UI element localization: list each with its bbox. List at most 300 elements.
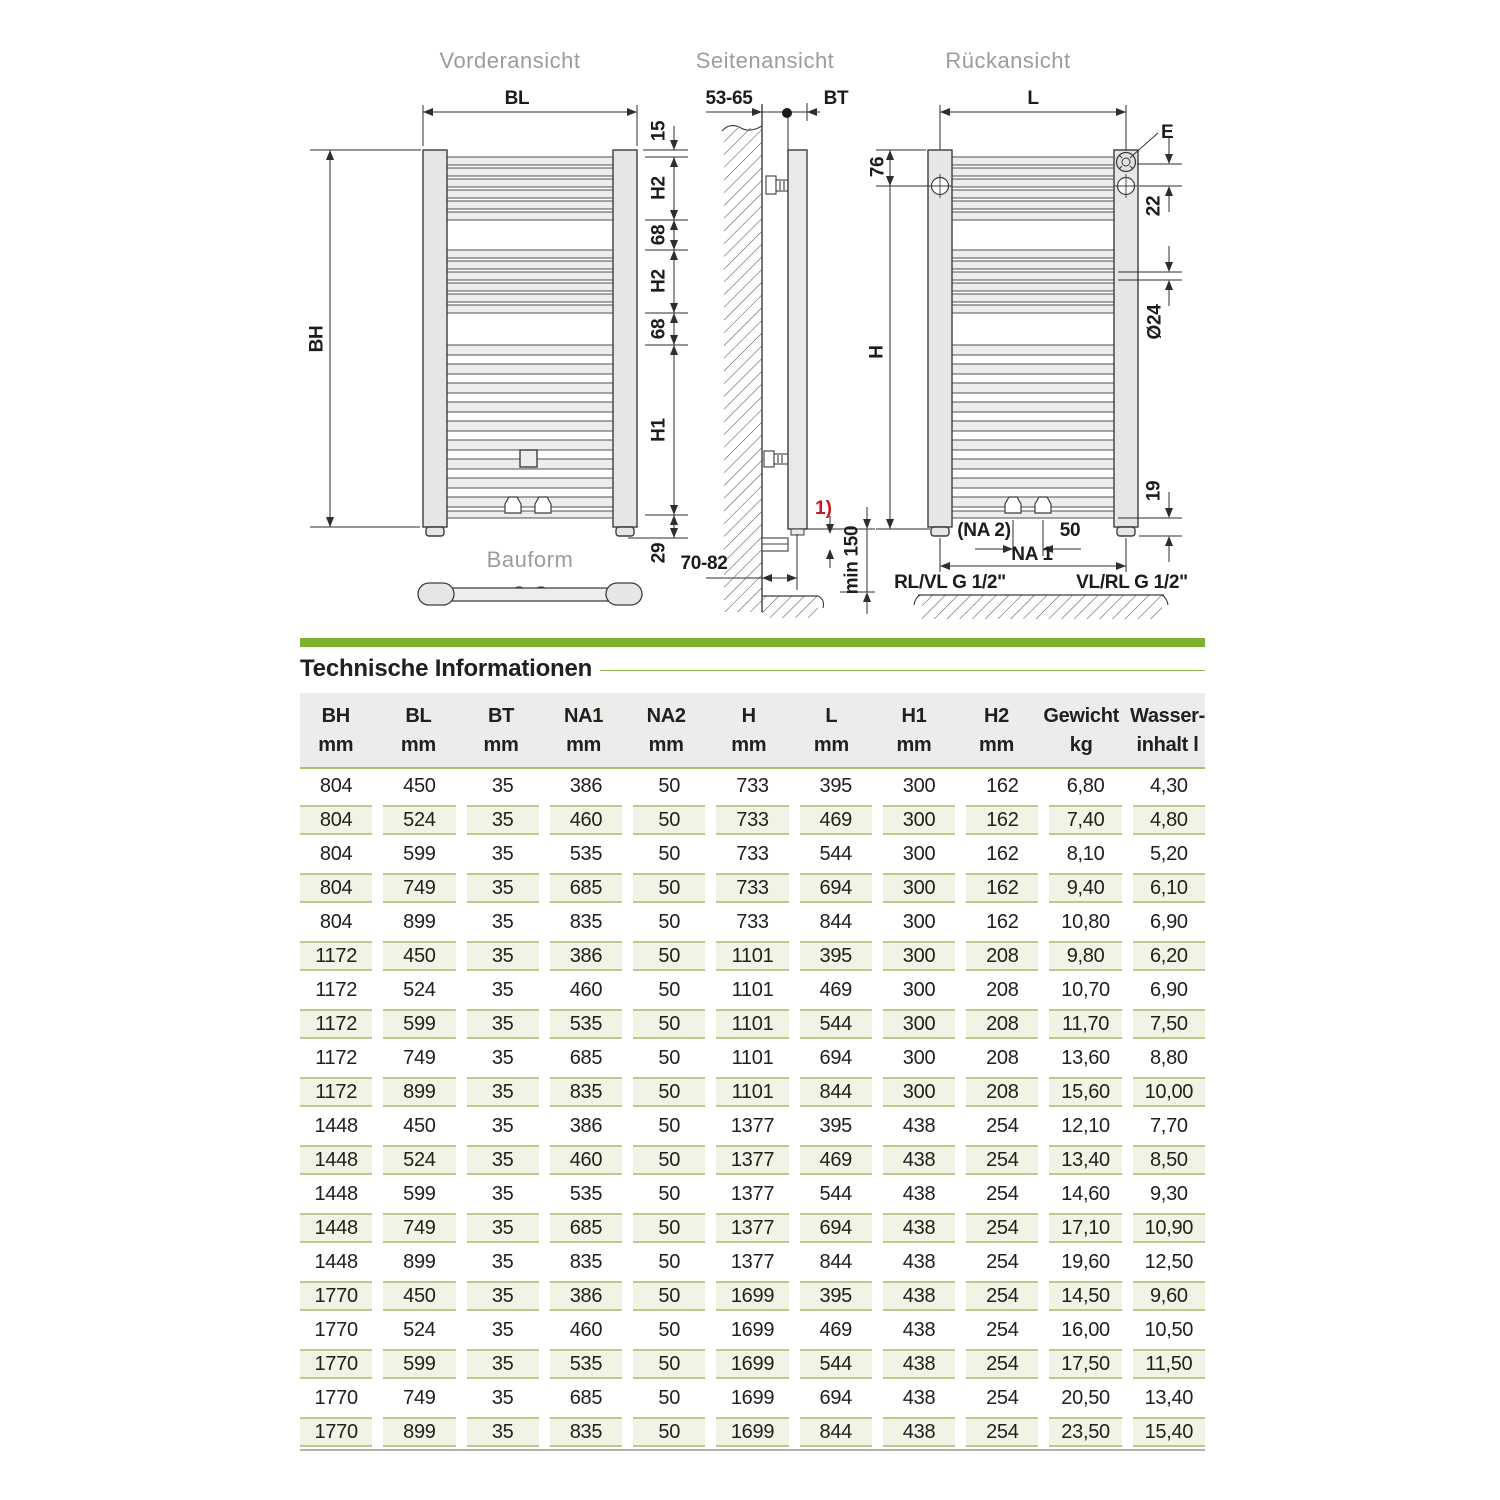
rear-dim-76-h [876, 150, 930, 529]
table-cell: 35 [467, 1009, 539, 1039]
table-cell: 386 [550, 941, 622, 971]
table-cell: 544 [800, 1009, 872, 1039]
table-cell: 460 [569, 978, 603, 1001]
table-cell: 35 [491, 1250, 514, 1273]
front-dim-68-lower-label: 68 [648, 318, 670, 340]
front-dim-15-label: 15 [648, 120, 670, 142]
side-dim-wall-label: 53-65 [705, 88, 753, 109]
rear-valve-right [1035, 497, 1051, 513]
table-cell: 50 [633, 1281, 705, 1311]
table-cell: 50 [658, 1182, 681, 1205]
table-cell: 804 [319, 842, 353, 865]
table-cell: 19,60 [1061, 1250, 1110, 1273]
table-cell: 9,40 [1049, 873, 1121, 903]
table-cell: 50 [633, 1417, 705, 1447]
front-view-title: Vorderansicht [439, 48, 581, 73]
table-cell: 1699 [716, 1281, 788, 1311]
table-cell: 12,50 [1144, 1250, 1194, 1273]
rear-valve-left [1005, 497, 1021, 513]
rear-dim-h-label: H [866, 345, 888, 359]
column-header: Gewicht kg [1043, 705, 1120, 756]
table-cell: 524 [403, 978, 436, 1001]
table-cell: 1172 [300, 1077, 372, 1107]
table-cell: 1101 [716, 941, 788, 971]
table-cell: 899 [383, 1417, 455, 1447]
table-cell: 254 [986, 1318, 1019, 1341]
rear-rungs [952, 157, 1114, 518]
table-cell: 685 [569, 1386, 603, 1409]
table-row [300, 837, 1205, 871]
table-cell: 386 [569, 774, 603, 797]
rear-dim-l-label: L [1027, 88, 1039, 109]
rear-view-title: Rückansicht [945, 48, 1071, 73]
table-cell: 300 [902, 774, 936, 797]
table-cell: 300 [883, 805, 955, 835]
table-cell: 35 [467, 873, 539, 903]
table-cell: 469 [800, 1145, 872, 1175]
table-cell: 1377 [716, 1145, 788, 1175]
floor-hatch-side [762, 596, 818, 618]
column-header: NA2 mm [646, 705, 686, 756]
table-cell: 835 [550, 1417, 622, 1447]
table-cell: 1101 [731, 978, 774, 1001]
table-cell: 524 [383, 805, 455, 835]
table-cell: 11,50 [1133, 1349, 1205, 1379]
table-cell: 450 [383, 941, 455, 971]
front-valve-left [505, 497, 521, 513]
table-cell: 162 [966, 805, 1038, 835]
table-cell: 544 [819, 1182, 852, 1205]
table-cell: 733 [736, 910, 769, 933]
table-cell: 5,20 [1149, 842, 1188, 865]
table-row [300, 769, 1205, 803]
table-cell: 749 [383, 1213, 455, 1243]
wall-bracket-upper [766, 176, 788, 194]
table-cell: 844 [800, 1417, 872, 1447]
table-row [300, 905, 1205, 939]
table-cell: 10,00 [1133, 1077, 1205, 1107]
table-cell: 438 [883, 1145, 955, 1175]
table-cell: 685 [569, 1046, 603, 1069]
table-cell: 1699 [730, 1318, 775, 1341]
table-cell: 35 [491, 1182, 514, 1205]
table-cell: 1377 [730, 1114, 775, 1137]
table-cell: 50 [658, 978, 681, 1001]
technical-drawings [0, 0, 1500, 645]
table-cell: 300 [902, 978, 936, 1001]
table-cell: 749 [383, 873, 455, 903]
column-header: BH mm [318, 705, 354, 756]
table-cell: 599 [403, 1182, 436, 1205]
table-cell: 804 [319, 774, 353, 797]
table-cell: 35 [467, 1077, 539, 1107]
rear-dim-50-label: 50 [1059, 520, 1081, 541]
table-cell: 524 [383, 1145, 455, 1175]
table-cell: 35 [491, 1114, 514, 1137]
side-ref-dot [782, 108, 792, 118]
bauform-cap-left [418, 583, 454, 605]
side-tube [788, 150, 807, 529]
rear-dim-dia24-label: Ø24 [1144, 304, 1166, 340]
table-cell: 10,50 [1144, 1318, 1194, 1341]
side-dim-top [706, 103, 820, 150]
table-cell: 694 [800, 1213, 872, 1243]
table-cell: 395 [819, 774, 852, 797]
foot-bracket [762, 538, 788, 551]
rear-view [867, 48, 1188, 619]
table-cell: 1699 [716, 1349, 788, 1379]
table-cell: 300 [902, 1046, 936, 1069]
table-cell: 254 [986, 1182, 1019, 1205]
table-cell: 20,50 [1061, 1386, 1110, 1409]
table-cell: 749 [403, 1046, 436, 1069]
table-cell: 599 [383, 1009, 455, 1039]
side-footnote-label: 1) [815, 498, 832, 519]
column-header: L mm [813, 705, 849, 756]
column-header: BT mm [483, 705, 519, 756]
table-cell: 35 [491, 1046, 514, 1069]
table-cell: 6,20 [1133, 941, 1205, 971]
table-row [300, 1381, 1205, 1415]
table-cell: 13,40 [1144, 1386, 1194, 1409]
table-row [300, 1075, 1205, 1109]
table-cell: 438 [902, 1318, 936, 1341]
table-cell: 733 [716, 873, 788, 903]
table-cell: 50 [658, 1114, 681, 1137]
front-view [307, 48, 689, 563]
table-cell: 50 [658, 774, 681, 797]
table-cell: 535 [550, 1009, 622, 1039]
table-cell: 1172 [315, 978, 358, 1001]
front-thermostat-port [520, 450, 537, 467]
table-cell: 1101 [716, 1077, 788, 1107]
front-dim-68-upper-label: 68 [648, 224, 670, 246]
front-valve-right [535, 497, 551, 513]
table-cell: 8,10 [1066, 842, 1105, 865]
table-cell: 300 [902, 842, 936, 865]
table-cell: 17,50 [1049, 1349, 1121, 1379]
table-cell: 6,90 [1149, 978, 1188, 1001]
table-cell: 1770 [314, 1318, 358, 1341]
table-cell: 844 [819, 910, 852, 933]
table-cell: 254 [986, 1386, 1019, 1409]
rear-conn-right-label: VL/RL G 1/2" [1076, 572, 1188, 593]
table-title: Technische Informationen [300, 655, 593, 682]
table-row [300, 1313, 1205, 1347]
table-cell: 450 [403, 1114, 436, 1137]
table-cell: 50 [658, 842, 681, 865]
table-cell: 50 [633, 873, 705, 903]
side-dim-7082-label: 70-82 [680, 553, 728, 574]
table-cell: 12,10 [1061, 1114, 1110, 1137]
table-cell: 899 [403, 1250, 436, 1273]
table-row [300, 1347, 1205, 1381]
table-cell: 50 [658, 1386, 681, 1409]
table-cell: 9,30 [1149, 1182, 1188, 1205]
table-cell: 804 [319, 910, 353, 933]
table-cell: 254 [966, 1349, 1038, 1379]
table-cell: 733 [736, 842, 769, 865]
table-cell: 50 [633, 1145, 705, 1175]
table-cell: 14,60 [1061, 1182, 1110, 1205]
table-cell: 524 [403, 1318, 436, 1341]
table-row [300, 1177, 1205, 1211]
table-cell: 11,70 [1049, 1009, 1121, 1039]
table-cell: 899 [383, 1077, 455, 1107]
table-cell: 254 [966, 1145, 1038, 1175]
table-row [300, 1211, 1205, 1245]
table-cell: 8,50 [1133, 1145, 1205, 1175]
section-top-bar [300, 638, 1205, 647]
table-cell: 1377 [730, 1250, 775, 1273]
table-cell: 395 [819, 1114, 852, 1137]
table-cell: 535 [550, 1349, 622, 1379]
table-cell: 50 [633, 1213, 705, 1243]
bauform-cap-right [606, 583, 642, 605]
wall-hatch [724, 128, 762, 612]
table-cell: 1699 [730, 1386, 775, 1409]
table-cell: 1101 [731, 1046, 774, 1069]
table-cell: 10,70 [1061, 978, 1110, 1001]
table-cell: 9,80 [1049, 941, 1121, 971]
table-cell: 733 [716, 805, 788, 835]
table-cell: 50 [633, 1009, 705, 1039]
table-cell: 14,50 [1049, 1281, 1121, 1311]
column-header: H1 mm [896, 705, 932, 756]
table-cell: 1448 [314, 1250, 358, 1273]
table-cell: 1770 [300, 1417, 372, 1447]
table-cell: 438 [902, 1250, 936, 1273]
wall-bracket-lower [764, 451, 788, 467]
table-cell: 1448 [300, 1145, 372, 1175]
table-row [300, 1041, 1205, 1075]
column-header: H mm [731, 705, 767, 756]
table-cell: 10,80 [1061, 910, 1110, 933]
table-cell: 1172 [315, 1046, 358, 1069]
table-row [300, 1415, 1205, 1449]
technical-info-section [300, 638, 1205, 1451]
table-cell: 1448 [314, 1182, 358, 1205]
table-cell: 804 [300, 873, 372, 903]
table-row [300, 1007, 1205, 1041]
front-dim-h1-label: H1 [648, 418, 670, 442]
bauform-view [418, 547, 642, 605]
table-header-row [300, 693, 1205, 769]
side-view [680, 48, 875, 618]
table-cell: 16,00 [1061, 1318, 1110, 1341]
table-cell: 35 [467, 805, 539, 835]
table-cell: 7,50 [1133, 1009, 1205, 1039]
rear-dim-76-label: 76 [867, 156, 889, 178]
table-cell: 162 [986, 842, 1019, 865]
table-cell: 1770 [314, 1386, 358, 1409]
table-cell: 15,40 [1133, 1417, 1205, 1447]
table-title-row [300, 655, 1205, 683]
table-cell: 469 [819, 978, 852, 1001]
table-cell: 35 [491, 1386, 514, 1409]
side-dim-bt-label: BT [823, 88, 849, 109]
floor-break-side [818, 596, 823, 608]
table-cell: 1770 [300, 1281, 372, 1311]
table-cell: 438 [883, 1213, 955, 1243]
table-cell: 208 [966, 941, 1038, 971]
table-cell: 208 [986, 978, 1019, 1001]
table-cell: 162 [986, 910, 1019, 933]
table-cell: 1377 [716, 1213, 788, 1243]
table-cell: 535 [569, 842, 603, 865]
rear-conn-left-label: RL/VL G 1/2" [894, 572, 1006, 593]
table-cell: 899 [403, 910, 436, 933]
column-header: H2 mm [979, 705, 1014, 756]
column-header: NA1 mm [564, 705, 604, 756]
table-cell: 4,30 [1149, 774, 1188, 797]
table-row [300, 1109, 1205, 1143]
table-cell: 7,70 [1149, 1114, 1188, 1137]
table-cell: 835 [569, 910, 603, 933]
table-cell: 254 [986, 1250, 1019, 1273]
table-cell: 460 [569, 1318, 603, 1341]
table-cell: 804 [300, 805, 372, 835]
table-cell: 35 [467, 1281, 539, 1311]
table-cell: 450 [403, 774, 436, 797]
table-cell: 6,10 [1133, 873, 1205, 903]
table-cell: 1377 [730, 1182, 775, 1205]
table-cell: 599 [403, 842, 436, 865]
table-cell: 50 [658, 1318, 681, 1341]
table-cell: 1172 [300, 1009, 372, 1039]
table-cell: 35 [467, 941, 539, 971]
table-cell: 6,80 [1066, 774, 1105, 797]
table-cell: 50 [658, 1046, 681, 1069]
table-cell: 1448 [300, 1213, 372, 1243]
table-row [300, 1279, 1205, 1313]
table-cell: 1770 [300, 1349, 372, 1379]
table-cell: 50 [633, 941, 705, 971]
table-cell: 300 [883, 1009, 955, 1039]
table-cell: 1101 [716, 1009, 788, 1039]
table-body [300, 769, 1205, 1451]
table-cell: 300 [902, 910, 936, 933]
table-cell: 35 [467, 1349, 539, 1379]
table-row [300, 803, 1205, 837]
table-row [300, 871, 1205, 905]
table-cell: 17,10 [1049, 1213, 1121, 1243]
table-cell: 395 [800, 941, 872, 971]
table-cell: 685 [550, 873, 622, 903]
table-cell: 4,80 [1133, 805, 1205, 835]
table-row [300, 939, 1205, 973]
bauform-tube [432, 588, 628, 601]
table-cell: 300 [883, 1077, 955, 1107]
rear-dim-22-label: 22 [1143, 195, 1165, 217]
table-cell: 15,60 [1049, 1077, 1121, 1107]
table-cell: 208 [986, 1046, 1019, 1069]
rear-dim-na1-label: NA 1 [1011, 544, 1053, 565]
table-cell: 386 [550, 1281, 622, 1311]
rear-e-label: E [1161, 122, 1174, 143]
floor-hatch-rear [922, 595, 1162, 619]
table-cell: 13,60 [1061, 1046, 1110, 1069]
table-cell: 300 [883, 941, 955, 971]
table-cell: 50 [658, 1250, 681, 1273]
front-dim-h2-lower-label: H2 [648, 269, 670, 293]
side-dim-min150-label: min 150 [841, 525, 863, 595]
table-cell: 7,40 [1049, 805, 1121, 835]
table-cell: 438 [902, 1114, 936, 1137]
table-cell: 35 [467, 1213, 539, 1243]
table-cell: 694 [800, 873, 872, 903]
front-dim-bl-label: BL [504, 88, 530, 109]
table-cell: 208 [966, 1009, 1038, 1039]
title-rule [600, 670, 1205, 671]
front-dim-bh-label: BH [306, 325, 328, 353]
table-cell: 254 [966, 1417, 1038, 1447]
table-cell: 749 [403, 1386, 436, 1409]
table-cell: 844 [819, 1250, 852, 1273]
bauform-title: Bauform [486, 547, 574, 572]
table-cell: 254 [966, 1281, 1038, 1311]
table-cell: 733 [736, 774, 769, 797]
table-cell: 1699 [716, 1417, 788, 1447]
table-cell: 35 [467, 1145, 539, 1175]
table-cell: 35 [491, 842, 514, 865]
rear-dim-na2-label: (NA 2) [957, 520, 1011, 541]
table-cell: 1172 [300, 941, 372, 971]
front-dim-29-label: 29 [648, 542, 670, 564]
table-row [300, 1245, 1205, 1279]
column-header: Wasser- inhalt l [1130, 705, 1205, 756]
table-cell: 9,60 [1133, 1281, 1205, 1311]
table-cell: 1448 [314, 1114, 358, 1137]
table-cell: 254 [966, 1213, 1038, 1243]
table-cell: 694 [819, 1046, 852, 1069]
rear-dim-l [940, 105, 1126, 150]
table-cell: 208 [966, 1077, 1038, 1107]
table-cell: 460 [550, 805, 622, 835]
table-cell: 50 [658, 910, 681, 933]
table-cell: 300 [883, 873, 955, 903]
table-cell: 469 [819, 1318, 852, 1341]
table-cell: 35 [491, 774, 514, 797]
table-cell: 35 [491, 910, 514, 933]
table-cell: 254 [986, 1114, 1019, 1137]
table-cell: 395 [800, 1281, 872, 1311]
table-cell: 162 [986, 774, 1019, 797]
table-cell: 438 [883, 1349, 955, 1379]
table-cell: 694 [819, 1386, 852, 1409]
table-cell: 438 [902, 1386, 936, 1409]
table-cell: 10,90 [1133, 1213, 1205, 1243]
table-cell: 8,80 [1149, 1046, 1188, 1069]
table-cell: 544 [819, 842, 852, 865]
front-dim-bl [423, 105, 637, 146]
table-cell: 450 [383, 1281, 455, 1311]
table-cell: 599 [383, 1349, 455, 1379]
table-cell: 50 [633, 805, 705, 835]
table-cell: 544 [800, 1349, 872, 1379]
rear-dim-19-label: 19 [1143, 480, 1165, 502]
table-cell: 460 [550, 1145, 622, 1175]
table-cell: 535 [569, 1182, 603, 1205]
vent-leader-line [1132, 133, 1158, 156]
table-cell: 50 [633, 1349, 705, 1379]
table-cell: 685 [550, 1213, 622, 1243]
table-row [300, 973, 1205, 1007]
table-cell: 835 [569, 1250, 603, 1273]
table-cell: 35 [467, 1417, 539, 1447]
table-cell: 162 [966, 873, 1038, 903]
table-cell: 438 [883, 1417, 955, 1447]
